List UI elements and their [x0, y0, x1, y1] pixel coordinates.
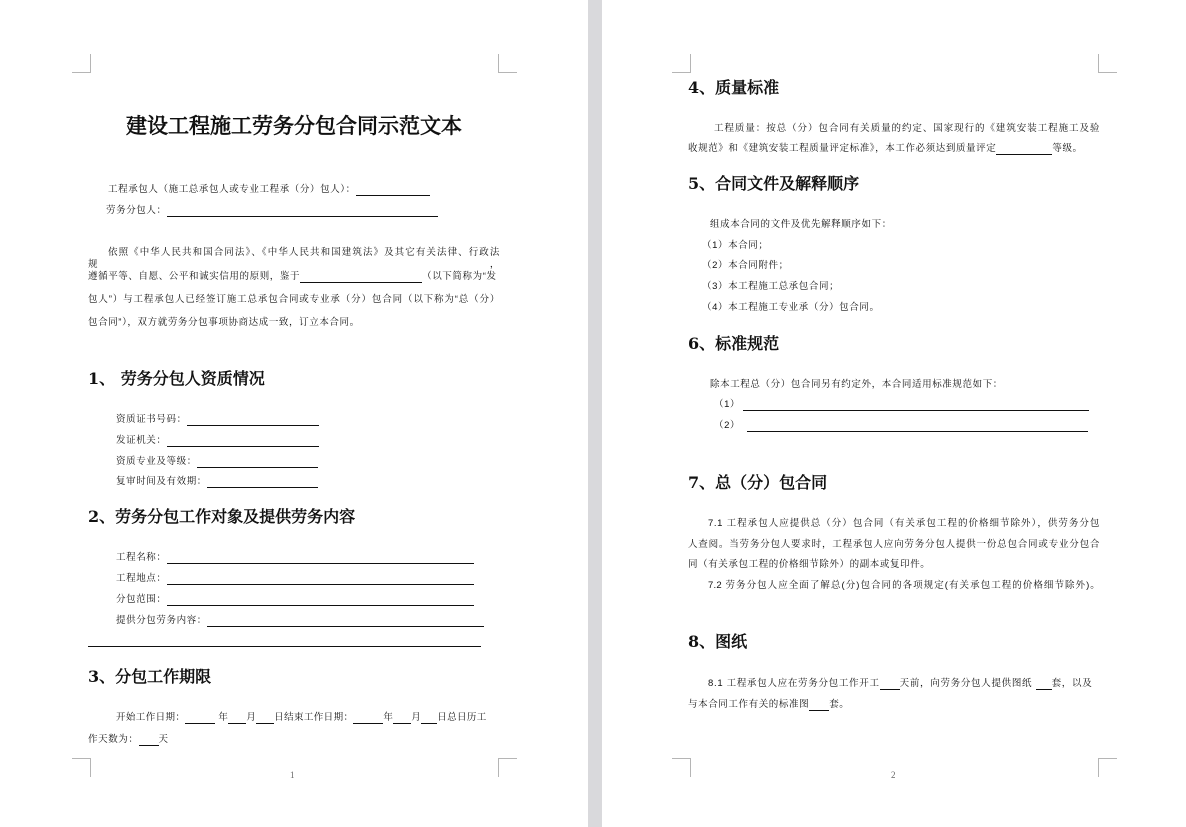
section-1-heading: 1、 劳务分包人资质情况 [88, 369, 265, 388]
blank[interactable] [809, 700, 829, 711]
blank[interactable] [207, 477, 318, 488]
corner-mark [1098, 54, 1117, 73]
blank[interactable] [880, 679, 900, 690]
standard-item [714, 399, 1089, 411]
text: 遵循平等、自愿、公平和诚实信用的原则，鉴于 [88, 271, 301, 282]
field-label: 工程承包人（施工总承包人或专业工程承（分）包人）： [108, 184, 356, 195]
text: 年 [383, 712, 394, 723]
blank[interactable] [300, 272, 422, 283]
section-4-heading: 4、质量标准 [688, 78, 780, 97]
blank[interactable] [393, 713, 411, 724]
work-field [116, 573, 474, 585]
text: （1） [714, 399, 741, 410]
corner-mark [672, 758, 691, 777]
corner-mark [498, 54, 517, 73]
text: （2） [714, 420, 741, 431]
document-title: 建设工程施工劳务分包合同示范文本 [126, 113, 462, 138]
blank[interactable] [185, 713, 215, 724]
qualification-field [116, 456, 318, 468]
qualification-field [116, 476, 318, 488]
document-item: （1）本合同； [702, 240, 769, 251]
blank-rule[interactable] [88, 646, 481, 647]
field-label: 分包范围： [116, 594, 167, 605]
document-item: （4）本工程施工专业承（分）包合同。 [702, 302, 880, 313]
section-2-heading: 2、劳务分包工作对象及提供劳务内容 [88, 507, 356, 526]
blank[interactable] [996, 144, 1052, 155]
drawings-line [708, 678, 1092, 690]
period-line [88, 734, 169, 746]
intro-line: 依照《中华人民共和国合同法》、《中华人民共和国建筑法》及其它有关法律、行政法规， [88, 247, 500, 270]
blank[interactable] [167, 595, 474, 606]
page-1 [0, 0, 588, 827]
blank[interactable] [353, 713, 383, 724]
period-line [116, 712, 487, 724]
document-item: （3）本工程施工总承包合同； [702, 281, 840, 292]
section-6-heading: 6、标准规范 [688, 334, 780, 353]
field-label: 提供分包劳务内容： [116, 615, 207, 626]
blank[interactable] [167, 574, 474, 585]
contract-line: 同（有关承包工程的价格细节除外）的副本或复印件。 [688, 559, 931, 570]
page-gap [588, 0, 602, 827]
quality-line [688, 143, 1083, 155]
field-label: 资质专业及等级： [116, 456, 197, 467]
blank[interactable] [228, 713, 246, 724]
blank[interactable] [256, 713, 274, 724]
intro-line: 包人”）与工程承包人已经签订施工总承包合同或专业承（分）包合同（以下称为“总（分） [88, 294, 500, 305]
section-5-heading: 5、合同文件及解释顺序 [688, 174, 860, 193]
text: 日总日历工 [437, 712, 487, 723]
work-field [116, 552, 474, 564]
blank[interactable] [421, 713, 437, 724]
section-3-heading: 3、分包工作期限 [88, 667, 212, 686]
field-label: 复审时间及有效期： [116, 476, 207, 487]
section-7-heading: 7、总（分）包合同 [688, 473, 828, 492]
intro-line [88, 271, 497, 283]
work-field [116, 594, 474, 606]
page-number: 2 [891, 770, 896, 780]
qualification-field [116, 435, 319, 447]
blank[interactable] [743, 400, 1089, 411]
blank[interactable] [167, 206, 438, 217]
document-item: （2）本合同附件； [702, 260, 789, 271]
blank[interactable] [747, 421, 1088, 432]
blank[interactable] [207, 616, 484, 627]
text: （以下简称为“发 [422, 271, 497, 282]
corner-mark [498, 758, 517, 777]
standards-intro: 除本工程总（分）包合同另有约定外，本合同适用标准规范如下： [710, 379, 1003, 390]
intro-line: 包合同”），双方就劳务分包事项协商达成一致，订立本合同。 [88, 317, 360, 328]
text: 等级。 [1052, 143, 1083, 154]
field-label: 工程名称： [116, 552, 167, 563]
work-field [116, 615, 484, 627]
subcontractor-field [106, 205, 438, 217]
blank[interactable] [167, 553, 474, 564]
blank[interactable] [356, 185, 430, 196]
text: 月 [411, 712, 422, 723]
text: 年 [218, 712, 229, 723]
contract-line: 7.2 劳务分包人应全面了解总(分)包合同的各项规定(有关承包工程的价格细节除外)。 [708, 580, 1100, 591]
drawings-line [688, 699, 849, 711]
page-number: 1 [290, 770, 295, 780]
field-label: 发证机关： [116, 435, 167, 446]
corner-mark [72, 758, 91, 777]
text: 套，以及 [1051, 678, 1093, 689]
text: 作天数为： [88, 734, 139, 745]
corner-mark [672, 54, 691, 73]
text: 开始工作日期： [116, 712, 186, 723]
text: 月 [246, 712, 257, 723]
documents-intro: 组成本合同的文件及优先解释顺序如下： [710, 219, 892, 230]
text: 天 [158, 734, 169, 745]
blank[interactable] [187, 415, 319, 426]
contract-line: 人查阅。当劳务分包人要求时，工程承包人应向劳务分包人提供一份总包合同或专业分包合 [688, 539, 1100, 550]
contractor-field [108, 184, 430, 196]
contract-line: 7.1 工程承包人应提供总（分）包合同（有关承包工程的价格细节除外），供劳务分包 [708, 518, 1100, 529]
section-8-heading: 8、图纸 [688, 632, 748, 651]
blank[interactable] [1036, 679, 1052, 690]
standard-item [714, 420, 1088, 432]
field-label: 劳务分包人： [106, 205, 167, 216]
blank[interactable] [197, 457, 318, 468]
corner-mark [1098, 758, 1117, 777]
qualification-field [116, 414, 319, 426]
text: 8.1 工程承包人应在劳务分包工作开工 [708, 678, 880, 689]
field-label: 工程地点： [116, 573, 167, 584]
blank[interactable] [139, 735, 159, 746]
text: 与本合同工作有关的标准图 [688, 699, 810, 710]
text: 日结束工作日期： [274, 712, 354, 723]
text: 天前，向劳务分包人提供图纸 [899, 678, 1033, 689]
corner-mark [72, 54, 91, 73]
field-label: 资质证书号码： [116, 414, 187, 425]
page-2 [602, 0, 1186, 827]
blank[interactable] [167, 436, 319, 447]
quality-line: 工程质量：按总（分）包合同有关质量的约定、国家现行的《建筑安装工程施工及验 [714, 123, 1100, 134]
text: 套。 [829, 699, 850, 710]
text: 收规范》和《建筑安装工程质量评定标准》，本工作必须达到质量评定 [688, 143, 997, 154]
